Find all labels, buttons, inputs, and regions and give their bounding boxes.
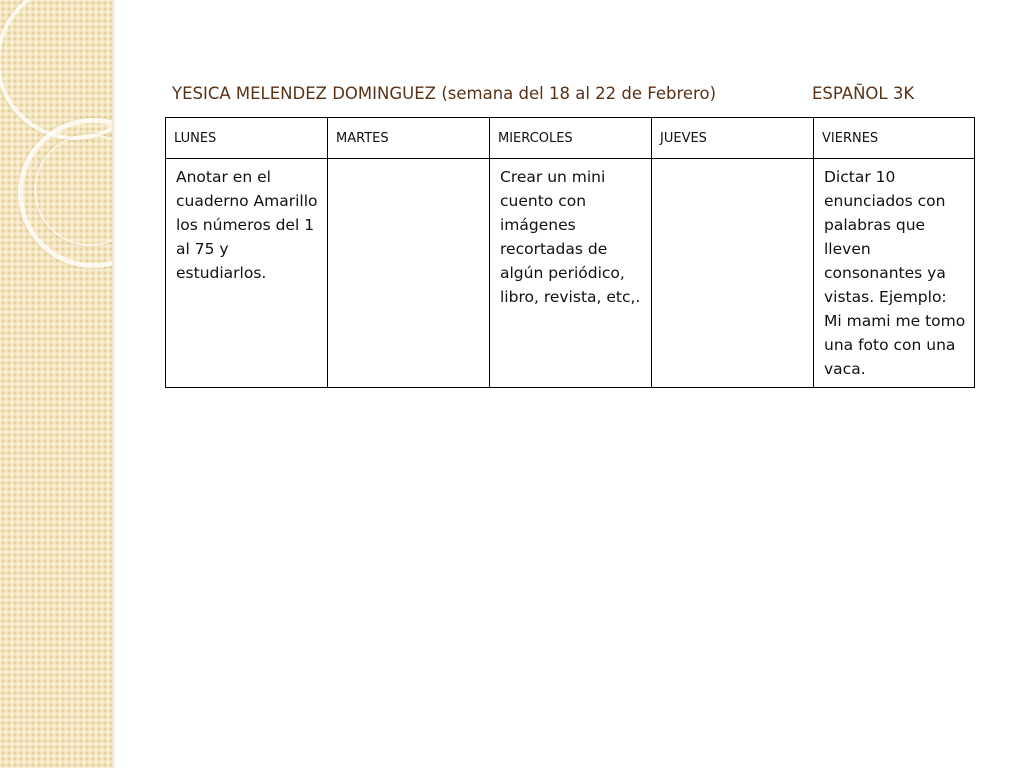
column-header-lunes: LUNES bbox=[166, 118, 328, 159]
task-cell-miercoles: Crear un mini cuento con imágenes recortadas de algún periódico, libro, revista, etc,. bbox=[490, 159, 652, 388]
title-left-group bbox=[172, 84, 716, 104]
column-header-martes: MARTES bbox=[328, 118, 490, 159]
subject-label: ESPAÑOL 3K bbox=[812, 84, 915, 103]
task-cell-viernes: Dictar 10 enunciados con palabras que lleven consonantes ya vistas. Ejemplo: Mi mami me tomo una foto con una vaca. bbox=[814, 159, 975, 388]
teacher-name: YESICA MELENDEZ DOMINGUEZ bbox=[172, 84, 436, 103]
task-cell-martes bbox=[328, 159, 490, 388]
decorative-side-band bbox=[0, 0, 112, 768]
week-range: (semana del 18 al 22 de Febrero) bbox=[441, 84, 717, 103]
page-title bbox=[172, 84, 972, 110]
column-header-miercoles: MIERCOLES bbox=[490, 118, 652, 159]
table-header-row bbox=[166, 118, 975, 159]
side-band-edge bbox=[112, 0, 116, 768]
column-header-jueves: JUEVES bbox=[652, 118, 814, 159]
table-row bbox=[166, 159, 975, 388]
task-cell-lunes: Anotar en el cuaderno Amarillo los números del 1 al 75 y estudiarlos. bbox=[166, 159, 328, 388]
weekly-schedule-table bbox=[165, 117, 975, 388]
column-header-viernes: VIERNES bbox=[814, 118, 975, 159]
task-cell-jueves bbox=[652, 159, 814, 388]
